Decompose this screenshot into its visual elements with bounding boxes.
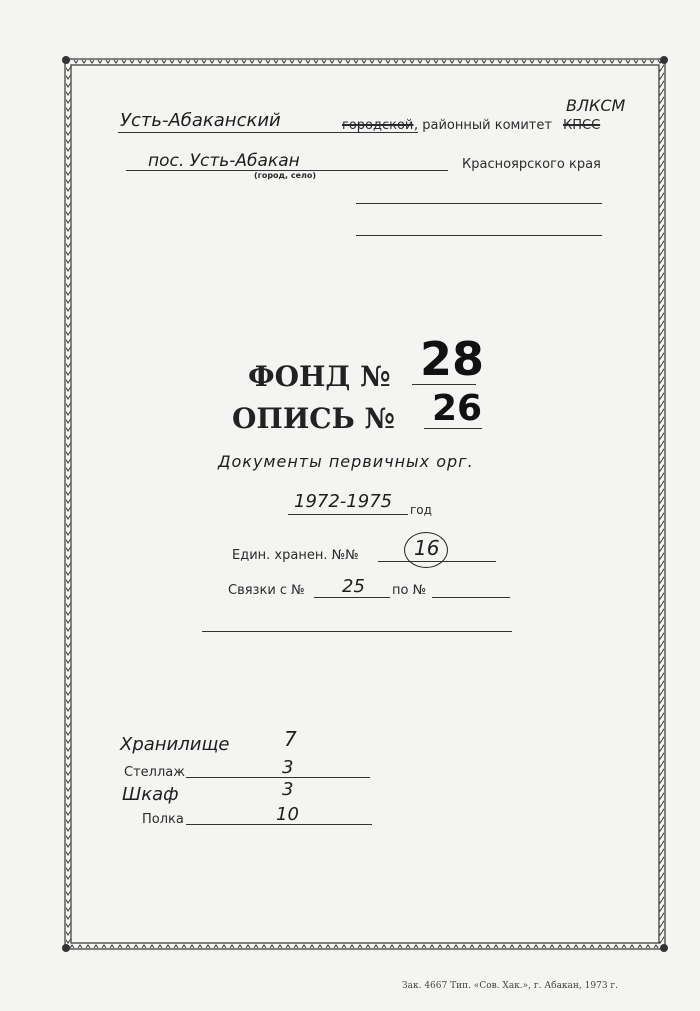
committee-label: , районный комитет (414, 118, 552, 133)
bundles-from-value: 25 (342, 576, 365, 597)
shelf-value: 10 (276, 804, 299, 825)
opis-number: 26 (432, 388, 483, 429)
units-value: 16 (414, 536, 440, 560)
fond-number: 28 (420, 332, 485, 386)
cabinet-label: Шкаф (122, 784, 179, 805)
blank-line-2 (356, 235, 602, 236)
years-handwritten: 1972-1975 (294, 491, 393, 512)
years-underline (288, 514, 408, 515)
storage-value: 7 (284, 727, 297, 751)
storage-label: Хранилище (120, 734, 230, 755)
bundles-from-underline (314, 597, 390, 598)
bundles-label: Связки с № (228, 583, 305, 598)
struck-party-word: КПСС (563, 118, 601, 133)
region-label: Красноярского края (462, 157, 601, 172)
rack-label: Стеллаж (124, 765, 185, 780)
cabinet-value: 3 (282, 779, 294, 800)
units-label: Един. хранен. №№ (232, 548, 359, 563)
opis-label: ОПИСЬ № (232, 402, 395, 435)
bundles-to-label: по № (392, 583, 427, 598)
fond-underline (412, 384, 476, 385)
struck-city-word: городской (342, 118, 414, 133)
blank-line-3 (202, 631, 512, 632)
settlement-caption: (город, село) (254, 171, 317, 180)
rack-underline (186, 777, 370, 778)
opis-underline (424, 428, 482, 429)
bundles-to-underline (432, 597, 510, 598)
fond-label: ФОНД № (248, 360, 391, 393)
organization-handwritten: ВЛКСМ (566, 96, 626, 115)
rack-value: 3 (282, 757, 294, 778)
documents-title-handwritten: Документы первичных орг. (218, 452, 474, 471)
year-label: год (410, 503, 432, 517)
printer-imprint: Зак. 4667 Тип. «Сов. Хак.», г. Абакан, 1973 г. (402, 981, 618, 991)
shelf-label: Полка (142, 812, 184, 827)
district-handwritten: Усть-Абаканский (120, 110, 281, 131)
settlement-handwritten: пос. Усть-Абакан (148, 151, 300, 171)
blank-line-1 (356, 203, 602, 204)
units-underline (378, 561, 496, 562)
